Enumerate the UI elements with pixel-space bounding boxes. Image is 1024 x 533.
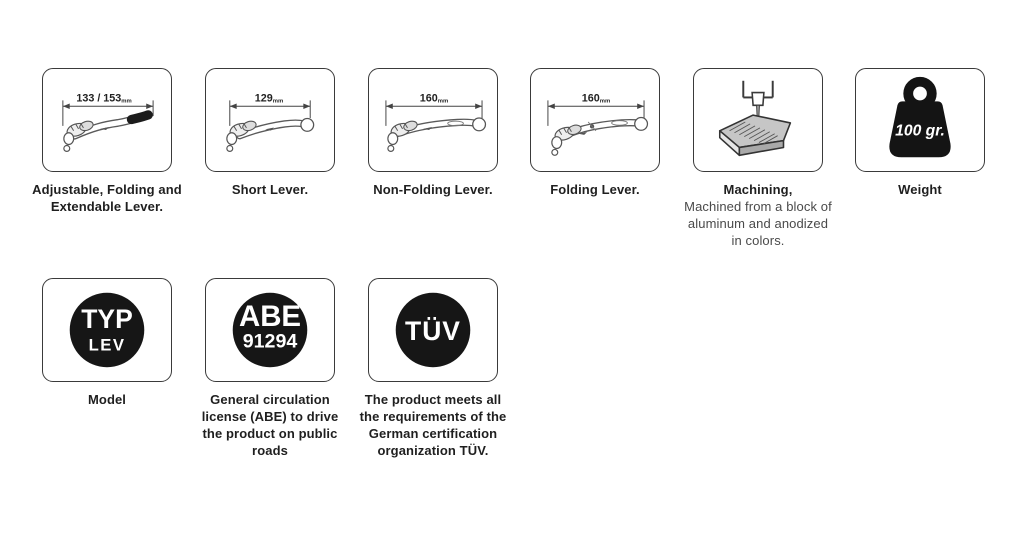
feature-label-non-folding-lever: [353, 181, 513, 198]
weight-icon: [856, 69, 984, 171]
feature-title: Short Lever.: [231, 182, 309, 197]
feature-label-adjustable-lever: [27, 181, 187, 215]
dimension-text: 129mm: [254, 92, 284, 105]
feature-card-non-folding-lever: [368, 68, 498, 172]
feature-title: Weight: [898, 182, 942, 197]
feature-label-short-lever: [190, 181, 350, 198]
adjustable-lever-icon: [43, 69, 171, 171]
dimension-text: 160mm: [419, 92, 449, 105]
feature-label-machining: [683, 181, 833, 249]
short-lever-icon: [206, 69, 334, 171]
feature-label-folding-lever: [515, 181, 675, 198]
machining-icon: [694, 69, 822, 171]
folding-lever-icon: [531, 69, 659, 171]
feature-card-tuv: [368, 278, 498, 382]
badge-text-abe-number: 91294: [242, 330, 298, 353]
feature-description: Machined from a block of aluminum and anodized in colors.: [684, 199, 832, 248]
weight-value-text: 100 gr.: [895, 122, 945, 140]
feature-card-machining: [693, 68, 823, 172]
feature-label-model: [27, 391, 187, 408]
feature-title: The product meets all the requirements of the German certification organization TÜV.: [359, 392, 507, 458]
badge-text-typ: TYP: [81, 304, 133, 335]
feature-card-folding-lever: [530, 68, 660, 172]
feature-card-short-lever: [205, 68, 335, 172]
feature-card-model: [42, 278, 172, 382]
feature-title: Machining,: [723, 182, 793, 197]
feature-label-tuv: [358, 391, 508, 459]
badge-text-abe: ABE: [238, 300, 302, 334]
feature-title: General circulation license (ABE) to drive the product on public roads: [201, 392, 339, 458]
feature-card-weight: [855, 68, 985, 172]
feature-label-weight: [840, 181, 1000, 198]
typ-lev-badge-icon: [43, 279, 171, 381]
feature-title: Folding Lever.: [550, 182, 640, 197]
feature-label-abe: [190, 391, 350, 459]
feature-card-adjustable-lever: [42, 68, 172, 172]
feature-card-abe: [205, 278, 335, 382]
feature-title: Adjustable, Folding and Extendable Lever.: [32, 182, 182, 214]
dimension-text: 160mm: [581, 92, 611, 105]
badge-text-tuv: TÜV: [405, 315, 461, 346]
badge-text-lev: LEV: [88, 335, 126, 355]
dimension-text: 133 / 153mm: [76, 92, 132, 105]
abe-badge-icon: [206, 279, 334, 381]
feature-title: Non-Folding Lever.: [373, 182, 493, 197]
non-folding-lever-icon: [369, 69, 497, 171]
tuv-badge-icon: [369, 279, 497, 381]
feature-title: Model: [87, 392, 127, 407]
